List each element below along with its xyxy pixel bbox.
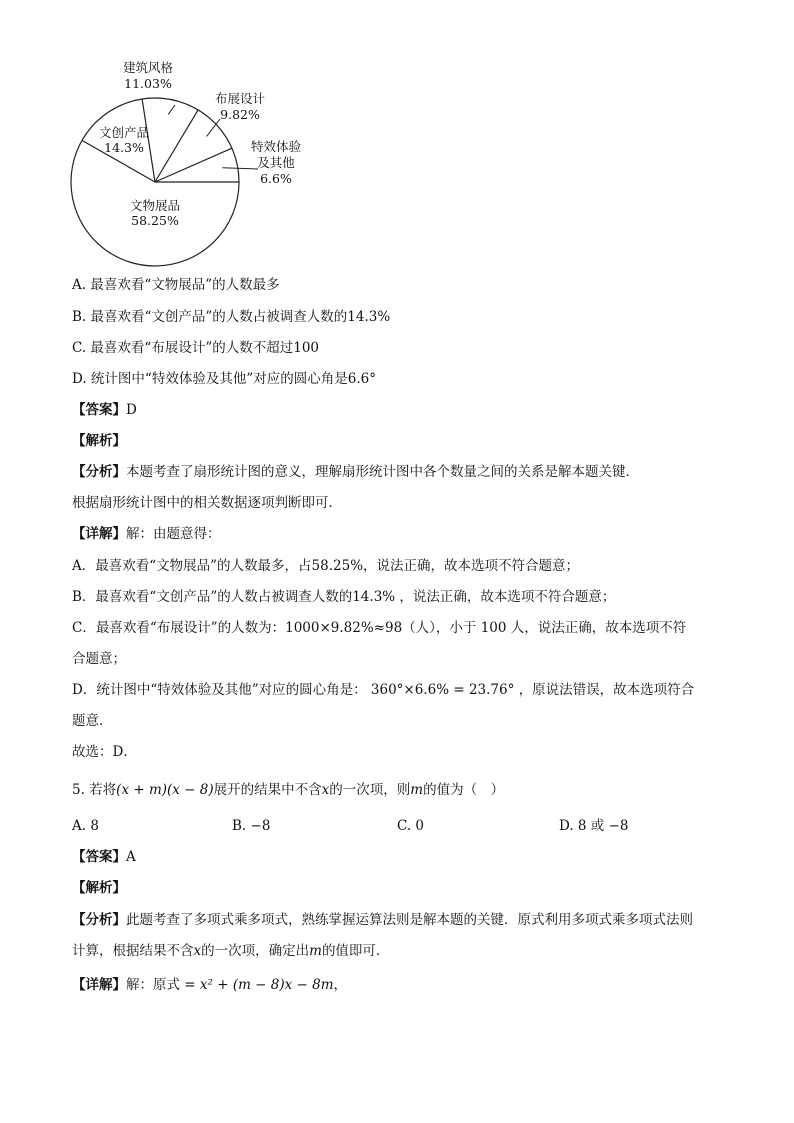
fenxi-tag: 【分析】 [72, 464, 126, 480]
option-a: A. 最喜欢看“文物展品”的人数最多 [72, 277, 280, 293]
q5-fenxi-line: 【分析】此题考查了多项式乘多项式，熟练掌握运算法则是解本题的关键．原式利用多项式乘多项式法则 [72, 912, 693, 928]
leader-jianzhu [168, 105, 175, 114]
detail-c-cont: 合题意； [72, 651, 126, 667]
value-texiao: 6.6% [260, 171, 292, 186]
q5-expr: (x + m)(x − 8) [116, 782, 214, 798]
detail-d-cont: 题意． [72, 713, 113, 729]
pie-radius-2 [155, 110, 198, 182]
detail-tag: 【详解】 [72, 526, 126, 542]
pie-slices [71, 98, 258, 266]
q5-answer-value: A [126, 849, 136, 865]
label-jianzhu: 建筑风格 [122, 60, 174, 75]
label-texiao-2: 及其他 [257, 155, 295, 170]
option-b: B. 最喜欢看“文创产品”的人数占被调查人数的14.3% [72, 309, 391, 325]
q5-stem: 5. 若将(x + m)(x − 8)展开的结果中不含x的一次项，则m的值为（ ） [72, 782, 505, 798]
q5-answer-line: 【答案】A [72, 849, 136, 865]
fenxi-text: 本题考查了扇形统计图的意义，理解扇形统计图中各个数量之间的关系是解本题关键． [126, 464, 639, 480]
detail-a: A．最喜欢看“文物展品”的人数最多，占58.25%，说法正确，故本选项不符合题意； [72, 558, 580, 574]
detail-line [72, 524, 221, 544]
fenxi-line-2: 根据扇形统计图中的相关数据逐项判断即可． [72, 495, 342, 511]
value-wenchuang: 14.3% [104, 140, 144, 155]
detail-b: B．最喜欢看“文创产品”的人数占被调查人数的14.3% ，说法正确，故本选项不符合题意； [72, 589, 616, 605]
q5-detail-line: 【详解】解：原式 = x² + (m − 8)x − 8m， [72, 977, 348, 993]
fenxi-line [72, 462, 639, 482]
q5-fenxi-line-2: 计算，根据结果不含x的一次项，确定出m的值即可． [72, 943, 390, 959]
pie-radius-1 [155, 148, 232, 182]
label-wenchuang: 文创产品 [98, 125, 150, 140]
value-wenwu: 58.25% [131, 213, 179, 228]
q5-option-d: D. 8 或 −8 [559, 818, 629, 834]
detail-d: D．统计图中“特效体验及其他”对应的圆心角是： 360°×6.6% = 23.76° ，原说法错误，故本选项符合 [72, 682, 695, 698]
value-jianzhu: 11.03% [124, 76, 172, 91]
q5-option-b: B. −8 [232, 818, 271, 834]
label-texiao: 特效体验 [250, 139, 302, 154]
label-wenwu: 文物展品 [129, 198, 181, 213]
label-buzhan: 布展设计 [214, 91, 266, 106]
q5-detail-expr: x² + (m − 8)x − 8m [199, 977, 334, 993]
detail-text: 解：由题意得： [126, 526, 221, 542]
option-c: C. 最喜欢看“布展设计”的人数不超过100 [72, 340, 320, 356]
answer-tag: 【答案】 [72, 402, 126, 418]
answer-line [72, 400, 137, 420]
analysis-tag: 【解析】 [72, 433, 126, 449]
leader-texiao [222, 168, 258, 169]
answer-value: D [126, 402, 137, 418]
pie-chart [60, 55, 310, 275]
q5-options [72, 816, 712, 836]
q5-analysis-tag: 【解析】 [72, 880, 126, 896]
q5-option-c: C. 0 [397, 818, 425, 834]
option-d: D. 统计图中“特效体验及其他”对应的圆心角是6.6° [72, 371, 376, 387]
pie-radius-3 [142, 99, 155, 182]
value-buzhan: 9.82% [220, 107, 260, 122]
q5-option-a: A. 8 [72, 818, 99, 834]
detail-c: C．最喜欢看“布展设计”的人数为：1000×9.82%≈98（人），小于 100 人，说法正确，故本选项不符 [72, 620, 687, 636]
choose-line: 故选：D． [72, 744, 137, 760]
